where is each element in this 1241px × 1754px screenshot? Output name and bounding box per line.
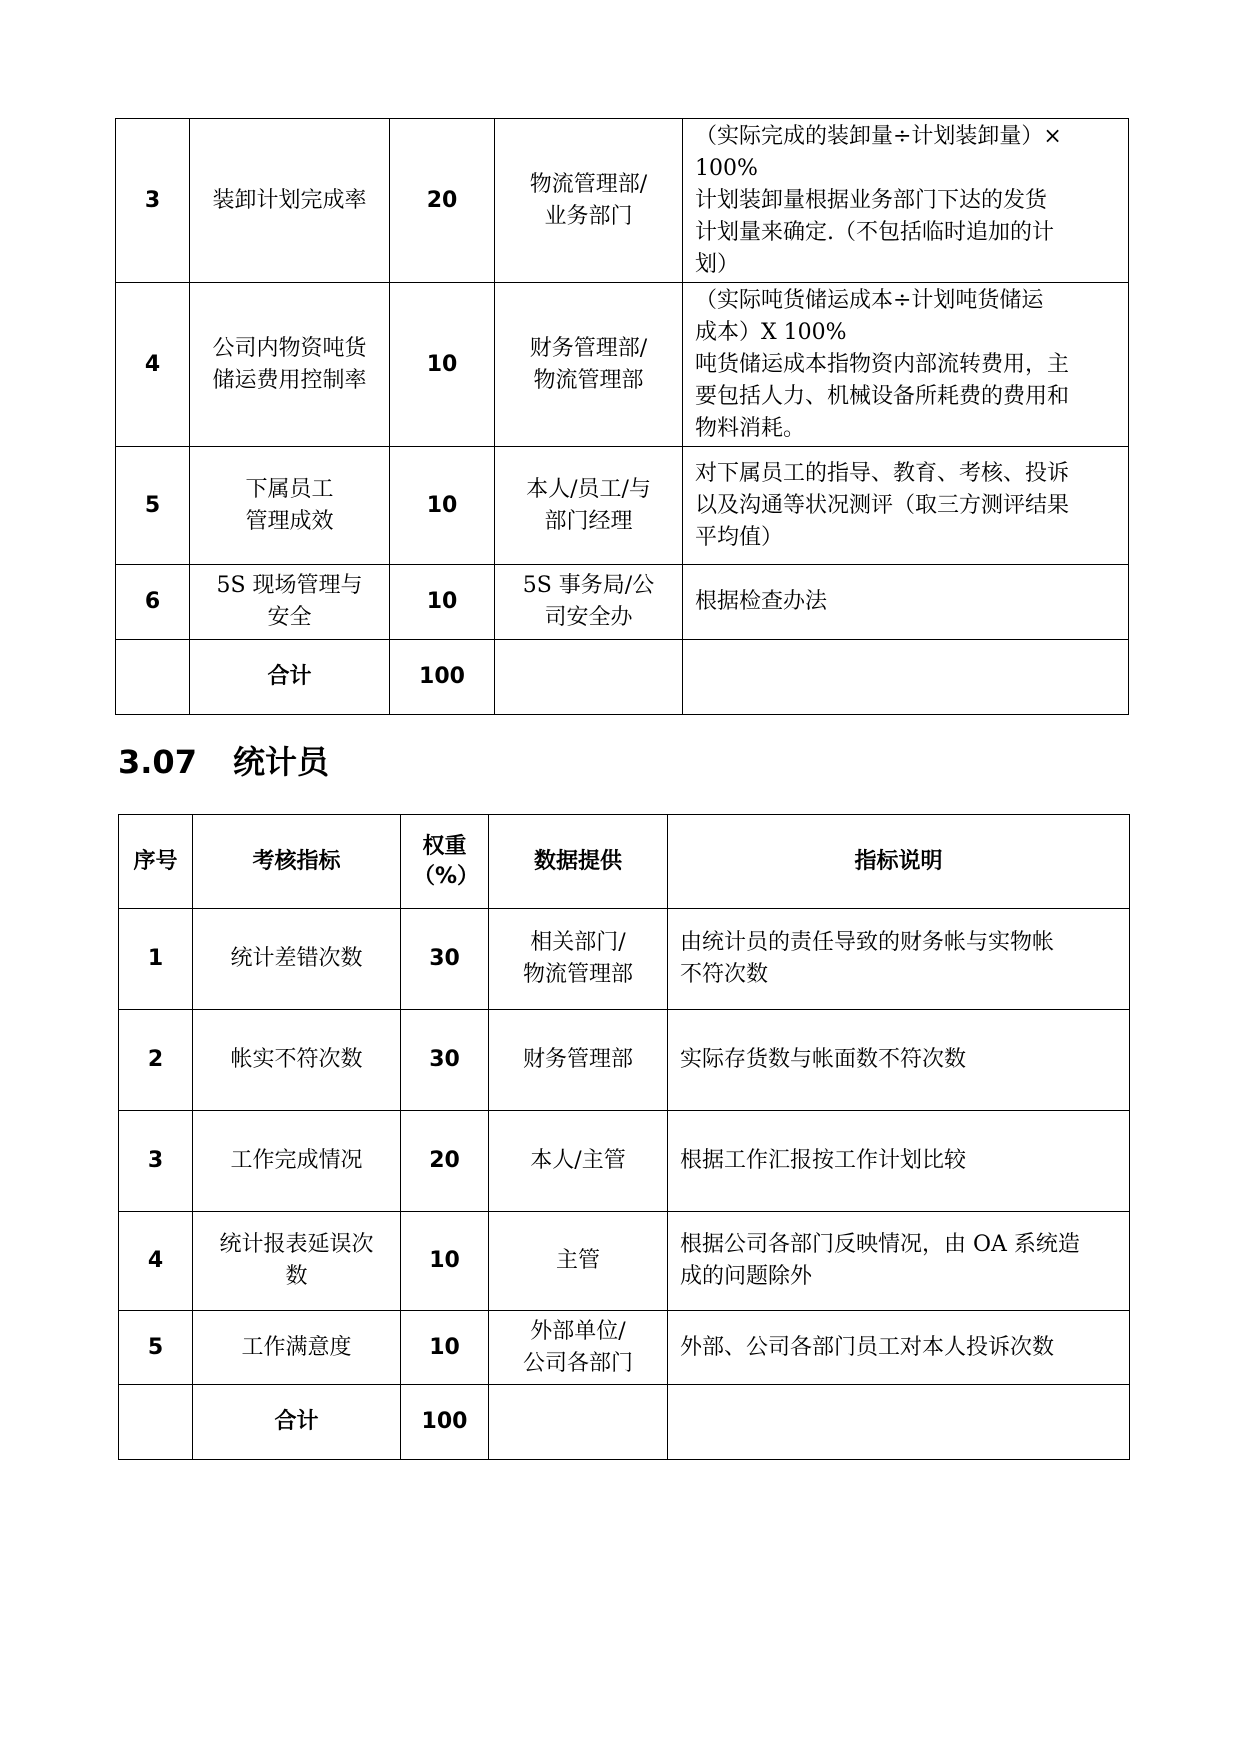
table-row bbox=[116, 565, 1129, 640]
column-header-description: 指标说明 bbox=[668, 815, 1130, 909]
indicator-cell: 下属员工 管理成效 bbox=[190, 447, 390, 565]
row-number: 2 bbox=[119, 1010, 193, 1111]
weight-cell: 20 bbox=[390, 119, 495, 283]
column-header-no: 序号 bbox=[119, 815, 193, 909]
section-number: 3.07 bbox=[118, 743, 197, 781]
column-header-source: 数据提供 bbox=[489, 815, 668, 909]
table-row bbox=[119, 1010, 1130, 1111]
section-heading bbox=[118, 742, 329, 782]
total-label: 合计 bbox=[193, 1385, 401, 1460]
data-source-cell: 物流管理部/ 业务部门 bbox=[495, 119, 683, 283]
empty-cell bbox=[119, 1385, 193, 1460]
indicator-cell: 装卸计划完成率 bbox=[190, 119, 390, 283]
row-number: 5 bbox=[116, 447, 190, 565]
description-cell: 对下属员工的指导、教育、考核、投诉 以及沟通等状况测评（取三方测评结果 平均值） bbox=[683, 447, 1129, 565]
description-cell: 实际存货数与帐面数不符次数 bbox=[668, 1010, 1130, 1111]
row-number: 4 bbox=[119, 1212, 193, 1311]
total-row bbox=[116, 640, 1129, 715]
empty-cell bbox=[668, 1385, 1130, 1460]
table-row bbox=[119, 1111, 1130, 1212]
weight-cell: 10 bbox=[390, 283, 495, 447]
indicator-cell: 统计报表延误次 数 bbox=[193, 1212, 401, 1311]
column-header-indicator: 考核指标 bbox=[193, 815, 401, 909]
section-title: 统计员 bbox=[232, 743, 329, 781]
total-label: 合计 bbox=[190, 640, 390, 715]
indicator-cell: 帐实不符次数 bbox=[193, 1010, 401, 1111]
weight-cell: 20 bbox=[401, 1111, 489, 1212]
empty-cell bbox=[495, 640, 683, 715]
data-source-cell: 财务管理部/ 物流管理部 bbox=[495, 283, 683, 447]
table-row bbox=[119, 1311, 1130, 1385]
row-number: 4 bbox=[116, 283, 190, 447]
weight-cell: 10 bbox=[390, 447, 495, 565]
data-source-cell: 外部单位/ 公司各部门 bbox=[489, 1311, 668, 1385]
empty-cell bbox=[116, 640, 190, 715]
description-cell: 根据工作汇报按工作计划比较 bbox=[668, 1111, 1130, 1212]
description-cell: 外部、公司各部门员工对本人投诉次数 bbox=[668, 1311, 1130, 1385]
indicator-cell: 工作完成情况 bbox=[193, 1111, 401, 1212]
indicator-cell: 统计差错次数 bbox=[193, 909, 401, 1010]
data-source-cell: 本人/主管 bbox=[489, 1111, 668, 1212]
data-source-cell: 财务管理部 bbox=[489, 1010, 668, 1111]
row-number: 3 bbox=[116, 119, 190, 283]
description-cell: 根据公司各部门反映情况，由 OA 系统造 成的问题除外 bbox=[668, 1212, 1130, 1311]
row-number: 1 bbox=[119, 909, 193, 1010]
indicator-cell: 5S 现场管理与 安全 bbox=[190, 565, 390, 640]
total-weight: 100 bbox=[390, 640, 495, 715]
data-source-cell: 5S 事务局/公 司安全办 bbox=[495, 565, 683, 640]
description-cell: （实际完成的装卸量÷计划装卸量）× 100% 计划装卸量根据业务部门下达的发货 计划量来确定.（不包括临时追加的计 划） bbox=[683, 119, 1129, 283]
row-number: 3 bbox=[119, 1111, 193, 1212]
kpi-table-statistician bbox=[118, 814, 1130, 1460]
data-source-cell: 主管 bbox=[489, 1212, 668, 1311]
weight-cell: 30 bbox=[401, 909, 489, 1010]
weight-cell: 30 bbox=[401, 1010, 489, 1111]
column-header-weight: 权重 （%） bbox=[401, 815, 489, 909]
table-row bbox=[119, 1212, 1130, 1311]
table-row bbox=[116, 119, 1129, 283]
weight-cell: 10 bbox=[401, 1311, 489, 1385]
weight-cell: 10 bbox=[401, 1212, 489, 1311]
table-row bbox=[116, 447, 1129, 565]
table-header-row bbox=[119, 815, 1130, 909]
weight-cell: 10 bbox=[390, 565, 495, 640]
total-row bbox=[119, 1385, 1130, 1460]
total-weight: 100 bbox=[401, 1385, 489, 1460]
indicator-cell: 工作满意度 bbox=[193, 1311, 401, 1385]
table-row bbox=[116, 283, 1129, 447]
data-source-cell: 相关部门/ 物流管理部 bbox=[489, 909, 668, 1010]
description-cell: 由统计员的责任导致的财务帐与实物帐 不符次数 bbox=[668, 909, 1130, 1010]
data-source-cell: 本人/员工/与 部门经理 bbox=[495, 447, 683, 565]
description-cell: （实际吨货储运成本÷计划吨货储运 成本）X 100% 吨货储运成本指物资内部流转费用，主 要包括人力、机械设备所耗费的费用和 物料消耗。 bbox=[683, 283, 1129, 447]
kpi-table-continued bbox=[115, 118, 1129, 715]
description-cell: 根据检查办法 bbox=[683, 565, 1129, 640]
empty-cell bbox=[489, 1385, 668, 1460]
row-number: 6 bbox=[116, 565, 190, 640]
empty-cell bbox=[683, 640, 1129, 715]
indicator-cell: 公司内物资吨货 储运费用控制率 bbox=[190, 283, 390, 447]
row-number: 5 bbox=[119, 1311, 193, 1385]
table-row bbox=[119, 909, 1130, 1010]
